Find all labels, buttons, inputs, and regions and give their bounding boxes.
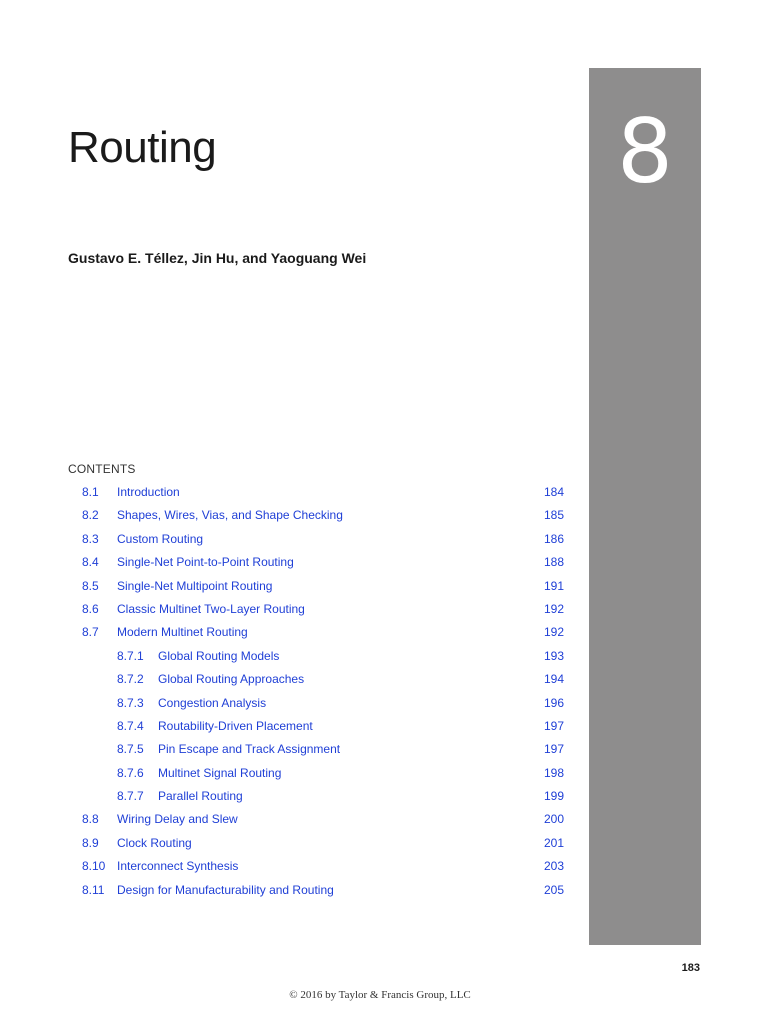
toc-entry-page[interactable]: 188	[543, 555, 564, 570]
toc-entry[interactable]	[0, 504, 589, 527]
toc-entry-title[interactable]: Design for Manufacturability and Routing	[117, 882, 334, 897]
toc-entry-number[interactable]: 8.11	[82, 882, 105, 897]
toc-entry[interactable]	[0, 668, 589, 691]
toc-entry-number[interactable]: 8.9	[82, 835, 99, 850]
toc-entry-title[interactable]: Modern Multinet Routing	[117, 625, 248, 640]
toc-entry-title[interactable]: Interconnect Synthesis	[117, 859, 239, 874]
toc-entry-number[interactable]: 8.10	[82, 859, 106, 874]
toc-entry[interactable]	[0, 832, 589, 855]
toc-entry-title[interactable]: Parallel Routing	[158, 789, 243, 804]
contents-heading: CONTENTS	[68, 462, 136, 476]
page-number: 183	[681, 962, 700, 974]
toc-entry[interactable]	[0, 645, 589, 668]
toc-entry[interactable]	[0, 598, 589, 621]
toc-entry-number[interactable]: 8.7.1	[117, 648, 144, 663]
toc-entry[interactable]	[0, 808, 589, 831]
toc-entry-title[interactable]: Single-Net Multipoint Routing	[117, 578, 273, 593]
chapter-authors: Gustavo E. Téllez, Jin Hu, and Yaoguang Wei	[68, 250, 367, 266]
toc-entry-title[interactable]: Wiring Delay and Slew	[117, 812, 238, 827]
toc-entry-number[interactable]: 8.7	[82, 625, 99, 640]
toc-entry[interactable]	[0, 855, 589, 878]
toc-entry-number[interactable]: 8.1	[82, 485, 99, 499]
toc-entry-page[interactable]: 192	[543, 625, 564, 640]
toc-entry-number[interactable]: 8.5	[82, 578, 99, 593]
copyright-notice: © 2016 by Taylor & Francis Group, LLC	[289, 989, 471, 1001]
toc-entry-number[interactable]: 8.7.2	[117, 672, 144, 687]
toc-entry[interactable]	[0, 879, 589, 902]
toc-entry-page[interactable]: 203	[543, 859, 564, 874]
toc-entry-number[interactable]: 8.7.3	[117, 695, 144, 710]
toc-entry-page[interactable]: 205	[543, 882, 564, 897]
toc-entry-title[interactable]: Shapes, Wires, Vias, and Shape Checking	[117, 508, 343, 523]
toc-entry-title[interactable]: Global Routing Approaches	[158, 672, 305, 687]
toc-entry-page[interactable]: 201	[543, 835, 564, 850]
toc-entry-number[interactable]: 8.7.5	[117, 742, 144, 757]
toc-entry[interactable]	[0, 738, 589, 761]
toc-entry[interactable]	[0, 528, 589, 551]
toc-entry-number[interactable]: 8.8	[82, 812, 99, 827]
toc-entry-number[interactable]: 8.6	[82, 601, 99, 616]
toc-entry[interactable]	[0, 762, 589, 785]
toc-entry-title[interactable]: Routability-Driven Placement	[158, 718, 313, 733]
toc-entry[interactable]	[0, 481, 589, 504]
toc-entry-title[interactable]: Single-Net Point-to-Point Routing	[117, 555, 294, 570]
toc-entry-page[interactable]: 196	[543, 695, 564, 710]
toc-entry-page[interactable]: 200	[543, 812, 564, 827]
toc-entry[interactable]	[0, 692, 589, 715]
toc-entry-title[interactable]: Clock Routing	[117, 835, 192, 850]
toc-entry[interactable]	[0, 621, 589, 644]
toc-entry-title[interactable]: Introduction	[117, 485, 180, 499]
toc-entry-page[interactable]: 185	[543, 508, 564, 523]
toc-entry-title[interactable]: Global Routing Models	[158, 648, 280, 663]
toc-entry-title[interactable]: Pin Escape and Track Assignment	[158, 742, 341, 757]
toc-entry-number[interactable]: 8.7.7	[117, 789, 144, 804]
toc-entry-title[interactable]: Custom Routing	[117, 531, 204, 546]
toc-entry-page[interactable]: 193	[543, 648, 564, 663]
toc-entry-title[interactable]: Classic Multinet Two-Layer Routing	[117, 601, 305, 616]
toc-entry-page[interactable]: 192	[543, 601, 564, 616]
chapter-title: Routing	[68, 123, 217, 172]
toc-entry-number[interactable]: 8.3	[82, 531, 99, 546]
chapter-side-band	[589, 68, 701, 945]
toc-entry-page[interactable]: 191	[543, 578, 564, 593]
toc-entry-number[interactable]: 8.4	[82, 555, 99, 570]
toc-entry[interactable]	[0, 575, 589, 598]
toc-entry-number[interactable]: 8.7.6	[117, 765, 144, 780]
toc-entry-page[interactable]: 186	[543, 531, 564, 546]
table-of-contents	[0, 481, 589, 902]
toc-entry-page[interactable]: 199	[543, 789, 564, 804]
toc-entry-number[interactable]: 8.2	[82, 508, 99, 523]
toc-entry-page[interactable]: 197	[543, 742, 564, 757]
toc-entry-page[interactable]: 198	[543, 765, 564, 780]
toc-entry-title[interactable]: Multinet Signal Routing	[158, 765, 282, 780]
chapter-number: 8	[617, 100, 673, 203]
toc-entry[interactable]	[0, 551, 589, 574]
toc-entry[interactable]	[0, 785, 589, 808]
toc-entry-title[interactable]: Congestion Analysis	[158, 695, 267, 710]
toc-entry[interactable]	[0, 715, 589, 738]
toc-entry-page[interactable]: 194	[543, 672, 564, 687]
toc-entry-number[interactable]: 8.7.4	[117, 718, 144, 733]
toc-entry-page[interactable]: 197	[543, 718, 564, 733]
toc-entry-page[interactable]: 184	[543, 485, 564, 499]
